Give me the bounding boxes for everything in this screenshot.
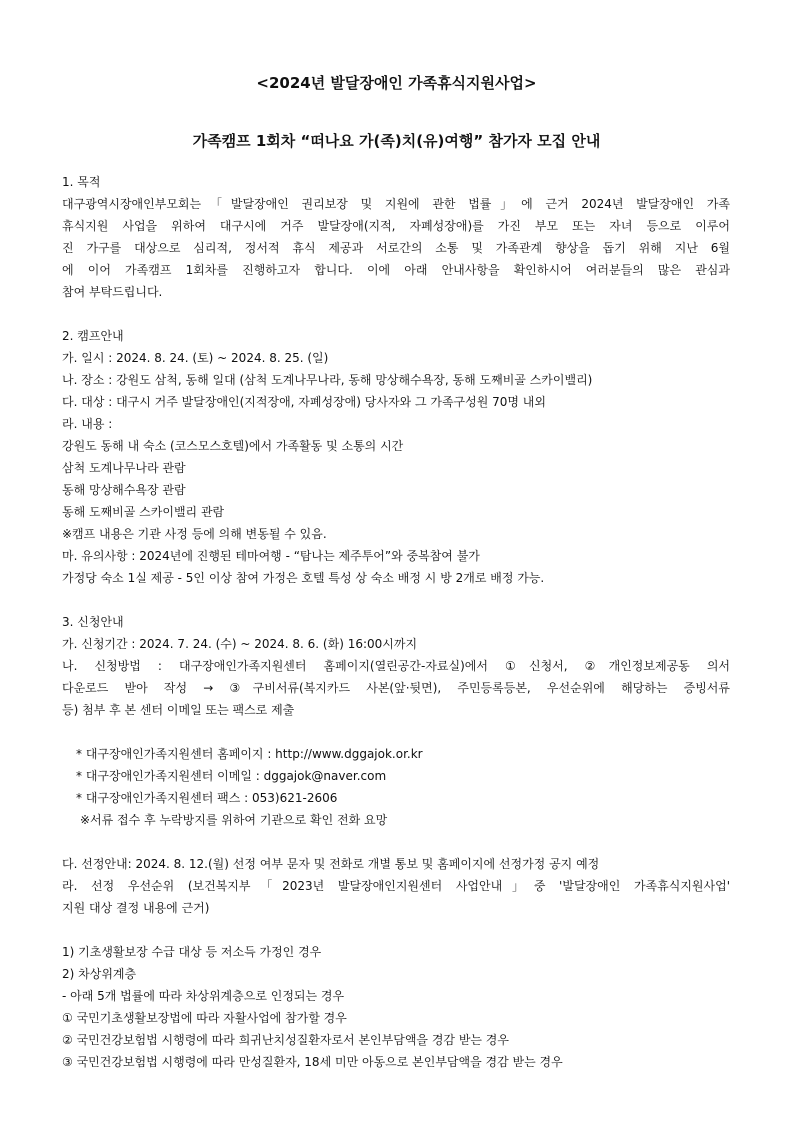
priority-item: ③ 국민건강보험법 시행령에 따라 만성질환자, 18세 미만 아동으로 본인부담액을 경감 받는 경우 (62, 1055, 563, 1069)
camp-content-item: 강원도 동해 내 숙소 (코스모스호텔)에서 가족활동 및 소통의 시간 (62, 439, 404, 453)
camp-content-item: 동해 도째비골 스카이밸리 관람 (62, 505, 225, 519)
paragraph-line: 참여 부탁드립니다. (62, 285, 163, 299)
application-method: 나. 신청방법 : 대구장애인가족지원센터 홈페이지(열린공간-자료실)에서 ①신청서, ②개인정보제공동 의서 (62, 659, 730, 673)
priority-item: ② 국민건강보험법 시행령에 따라 희귀난치성질환자로서 본인부담액을 경감 받는 경우 (62, 1033, 509, 1047)
application-period: 가. 신청기간 : 2024. 7. 24. (수) ~ 2024. 8. 6. (화) 16:00시까지 (62, 637, 418, 651)
camp-target: 다. 대상 : 대구시 거주 발달장애인(지적장애, 자폐성장애) 당사자와 그 가족구성원 70명 내외 (62, 395, 546, 409)
section-heading-camp: 2. 캠프안내 (62, 329, 124, 343)
selection-priority: 지원 대상 결정 내용에 근거) (62, 901, 210, 915)
camp-caution: 마. 유의사항 : 2024년에 진행된 테마여행 - “탐나는 제주투어”와 중복참여 불가 (62, 549, 480, 563)
section-heading-application: 3. 신청안내 (62, 615, 124, 629)
selection-notice: 다. 선정안내: 2024. 8. 12.(월) 선정 여부 문자 및 전화로 개별 통보 및 홈페이지에 선정가정 공지 예정 (62, 857, 600, 871)
document-title: <2024년 발달장애인 가족휴식지원사업> (256, 74, 537, 92)
contact-email: * 대구장애인가족지원센터 이메일 : dggajok@naver.com (76, 769, 387, 783)
camp-content-label: 라. 내용 : (62, 417, 113, 431)
camp-content-item: 동해 망상해수욕장 관람 (62, 483, 186, 497)
camp-note: ※캠프 내용은 기관 사정 등에 의해 변동될 수 있음. (62, 527, 327, 541)
contact-homepage: * 대구장애인가족지원센터 홈페이지 : http://www.dggajok.or.kr (76, 747, 423, 761)
priority-item: 2) 차상위계층 (62, 967, 137, 981)
selection-priority: 라. 선정 우선순위 (보건복지부「2023년 발달장애인지원센터 사업안내」중 '발달장애인 가족휴식지원사업' (62, 879, 730, 893)
document-subtitle: 가족캠프 1회차 “떠나요 가(족)치(유)여행” 참가자 모집 안내 (192, 132, 601, 150)
priority-item: ① 국민기초생활보장법에 따라 자활사업에 참가할 경우 (62, 1011, 347, 1025)
contact-note: ※서류 접수 후 누락방지를 위하여 기관으로 확인 전화 요망 (80, 813, 388, 827)
application-method: 등) 첨부 후 본 센터 이메일 또는 팩스로 제출 (62, 703, 295, 717)
application-method: 다운로드 받아 작성 → ③구비서류(복지카드 사본(앞·뒷면), 주민등록등본, 우선순위에 해당하는 증빙서류 (62, 681, 730, 695)
section-heading-purpose: 1. 목적 (62, 175, 101, 189)
camp-content-item: 삼척 도계나무나라 관람 (62, 461, 186, 475)
priority-item: 1) 기초생활보장 수급 대상 등 저소득 가정인 경우 (62, 945, 322, 959)
paragraph-line: 휴식지원 사업을 위하여 대구시에 거주 발달장애(지적, 자폐성장애)를 가진 부모 또는 자녀 등으로 이루어 (62, 219, 730, 233)
contact-fax: * 대구장애인가족지원센터 팩스 : 053)621-2606 (76, 791, 338, 805)
paragraph-line: 진 가구를 대상으로 심리적, 정서적 휴식 제공과 서로간의 소통 및 가족관계 향상을 돕기 위해 지난 6월 (62, 241, 730, 255)
paragraph-line: 대구광역시장애인부모회는「발달장애인 권리보장 및 지원에 관한 법률」에 근거 2024년 발달장애인 가족 (62, 197, 730, 211)
camp-location: 나. 장소 : 강원도 삼척, 동해 일대 (삼척 도계나무나라, 동해 망상해수욕장, 동해 도째비골 스카이밸리) (62, 373, 593, 387)
camp-caution-detail: 가정당 숙소 1실 제공 - 5인 이상 참여 가정은 호텔 특성 상 숙소 배정 시 방 2개로 배정 가능. (62, 571, 545, 585)
paragraph-line: 에 이어 가족캠프 1회차를 진행하고자 합니다. 이에 아래 안내사항을 확인하시어 여러분들의 많은 관심과 (62, 263, 730, 277)
priority-item: - 아래 5개 법률에 따라 차상위계층으로 인정되는 경우 (62, 989, 345, 1003)
camp-date: 가. 일시 : 2024. 8. 24. (토) ~ 2024. 8. 25. (일) (62, 351, 329, 365)
